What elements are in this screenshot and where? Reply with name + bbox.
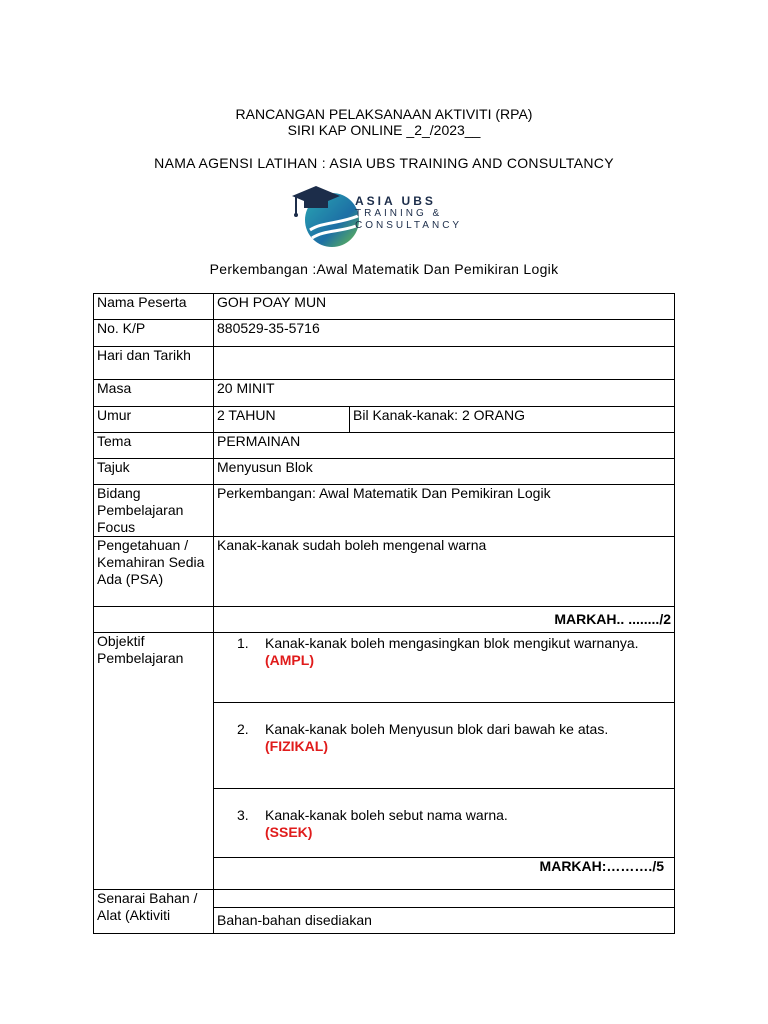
objective-domain-tag: (AMPL) [265,652,314,668]
table-row [94,633,675,703]
kp-label: No. K/P [94,320,214,347]
agency-name: NAMA AGENSI LATIHAN : ASIA UBS TRAINING AND CONSULTANCY [154,155,614,171]
hari-value [214,347,675,380]
table-row [94,407,675,433]
objective-domain-tag: (FIZIKAL) [265,738,328,754]
objective-text: Kanak-kanak boleh sebut nama warna. [265,807,508,823]
objective-3 [214,789,675,858]
table-row [94,294,675,320]
graduation-cap-icon [290,180,360,250]
tajuk-label: Tajuk [94,459,214,485]
nama-label: Nama Peserta [94,294,214,320]
table-row [94,537,675,607]
table-row [94,459,675,485]
bil-kanak-value: Bil Kanak-kanak: 2 ORANG [350,407,675,433]
page-subtitle: Perkembangan :Awal Matematik Dan Pemikiran Logik [209,261,559,277]
nama-value: GOH POAY MUN [214,294,675,320]
tema-label: Tema [94,433,214,459]
objective-domain-tag: (SSEK) [265,824,313,840]
table-row [94,380,675,407]
objective-1 [214,633,675,703]
document-title: RANCANGAN PELAKSANAAN AKTIVITI (RPA) [235,106,533,122]
kp-value: 880529-35-5716 [214,320,675,347]
rpa-table [93,293,675,934]
masa-value: 20 MINIT [214,380,675,407]
table-row [94,607,675,633]
logo-line-3: CONSULTANCY [355,220,463,231]
objektif-label: Objektif Pembelajaran [94,633,214,890]
empty-cell [94,607,214,633]
objective-2 [214,703,675,789]
objective-number: 3. [237,807,249,823]
table-row [94,485,675,537]
objective-text: Kanak-kanak boleh mengasingkan blok mengikut warnanya. [265,635,639,651]
psa-value: Kanak-kanak sudah boleh mengenal warna [214,537,675,607]
senarai-label: Senarai Bahan / Alat (Aktiviti [94,890,214,934]
psa-label: Pengetahuan / Kemahiran Sedia Ada (PSA) [94,537,214,607]
logo-line-2: TRAINING & [355,208,443,219]
umur-label: Umur [94,407,214,433]
bidang-label: Bidang Pembelajaran Focus [94,485,214,537]
hari-label: Hari dan Tarikh [94,347,214,380]
asia-ubs-logo [290,180,480,250]
bidang-value: Perkembangan: Awal Matematik Dan Pemikiran Logik [214,485,675,537]
table-row [94,433,675,459]
table-row [94,890,675,908]
logo-line-1: ASIA UBS [355,194,436,208]
objective-number: 1. [237,635,249,651]
senarai-value-2: Bahan-bahan disediakan [214,908,675,934]
table-row [94,320,675,347]
series-line: SIRI KAP ONLINE _2_/2023__ [287,122,481,138]
tajuk-value: Menyusun Blok [214,459,675,485]
markah-objektif: MARKAH:………./5 [214,858,675,890]
table-row [94,347,675,380]
masa-label: Masa [94,380,214,407]
markah-psa: MARKAH.. ......../2 [214,607,675,633]
objective-text: Kanak-kanak boleh Menyusun blok dari bawah ke atas. [265,721,609,737]
senarai-value-1 [214,890,675,908]
tema-value: PERMAINAN [214,433,675,459]
objective-number: 2. [237,721,249,737]
umur-value: 2 TAHUN [214,407,350,433]
